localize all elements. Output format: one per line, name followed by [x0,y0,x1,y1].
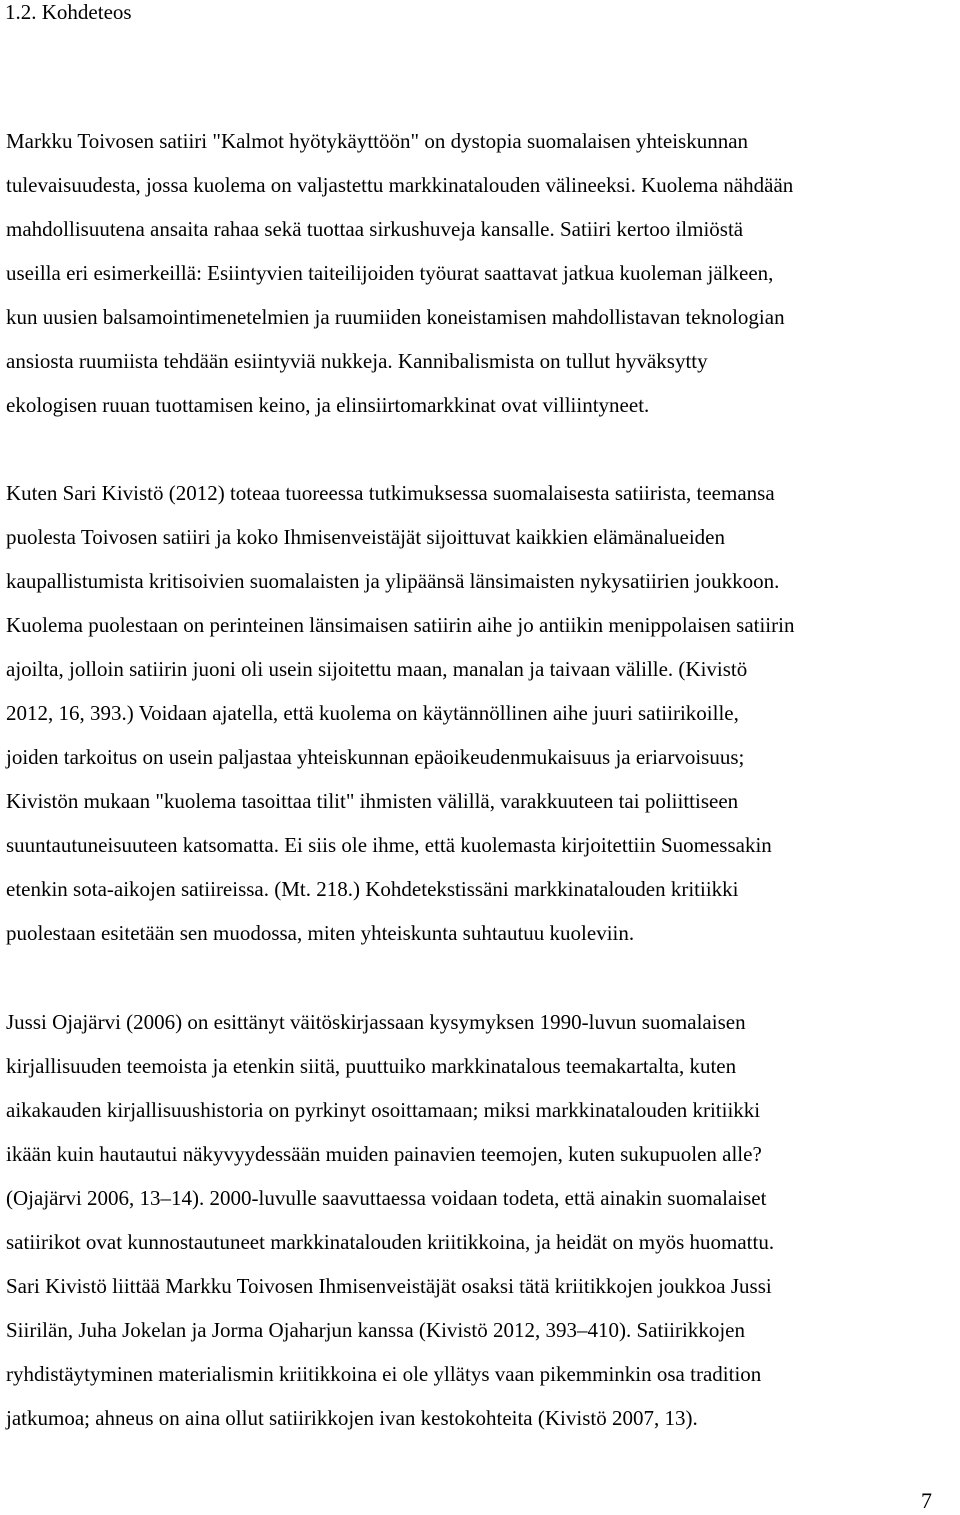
paragraph-line: ajoilta, jolloin satiirin juoni oli usein sijoitettu maan, manalan ja taivaan välille. (Kivistö [6,657,748,681]
paragraph-line: aikakauden kirjallisuushistoria on pyrkinyt osoittamaan; miksi markkinatalouden kritiikki [6,1098,761,1122]
paragraph-line: Markku Toivosen satiiri "Kalmot hyötykäyttöön" on dystopia suomalaisen yhteiskunnan [6,129,749,153]
paragraph-line: kaupallistumista kritisoivien suomalaisten ja ylipäänsä länsimaisten nykysatiirien joukkoon. [6,569,780,593]
paragraph-1 [6,119,958,427]
paragraph-2 [6,471,958,955]
paragraph-line: ikään kuin hautautui näkyvyydessään muiden painavien teemojen, kuten sukupuolen alle? [6,1142,762,1166]
paragraph-line: satiirikot ovat kunnostautuneet markkinatalouden kriitikkoina, ja heidät on myös huomattu. [6,1230,775,1254]
paragraph-line: Jussi Ojajärvi (2006) on esittänyt väitöskirjassaan kysymyksen 1990-luvun suomalaisen [6,1010,746,1034]
paragraph-line: Kuolema puolestaan on perinteinen länsimaisen satiirin aihe jo antiikin menippolaisen satiirin [6,613,795,637]
paragraph-line: ryhdistäytyminen materialismin kriitikkoina ei ole yllätys vaan pikemminkin osa tradition [6,1362,762,1386]
paragraph-line: puolestaan esitetään sen muodossa, miten yhteiskunta suhtautuu kuoleviin. [6,921,635,945]
paragraph-line: tulevaisuudesta, jossa kuolema on valjastettu markkinatalouden välineeksi. Kuolema nähdään [6,173,794,197]
paragraph-line: jatkumoa; ahneus on aina ollut satiirikkojen ivan kestokohteita (Kivistö 2007, 13). [6,1406,698,1430]
paragraph-line: 2012, 16, 393.) Voidaan ajatella, että kuolema on käytännöllinen aihe juuri satiirikoille, [6,701,739,725]
page-number: 7 [921,1488,932,1513]
paragraph-line: (Ojajärvi 2006, 13–14). 2000-luvulle saavuttaessa voidaan todeta, että ainakin suomalaiset [6,1186,767,1210]
paragraph-line: puolesta Toivosen satiiri ja koko Ihmisenveistäjät sijoittuvat kaikkien elämänalueiden [6,525,725,549]
paragraph-line: Kivistön mukaan "kuolema tasoittaa tilit" ihmisten välillä, varakkuuteen tai poliittiseen [6,789,739,813]
paragraph-line: Kuten Sari Kivistö (2012) toteaa tuoreessa tutkimuksessa suomalaisesta satiirista, teemansa [6,481,775,505]
section-heading: 1.2. Kohdeteos [5,0,132,24]
paragraph-3 [6,1000,958,1440]
paragraph-line: mahdollisuutena ansaita rahaa sekä tuottaa sirkushuveja kansalle. Satiiri kertoo ilmiöstä [6,217,744,241]
paragraph-line: ansiosta ruumiista tehdään esiintyviä nukkeja. Kannibalismista on tullut hyväksytty [6,349,708,373]
paragraph-line: etenkin sota-aikojen satiireissa. (Mt. 218.) Kohdetekstissäni markkinatalouden kritiikki [6,877,739,901]
paragraph-line: Sari Kivistö liittää Markku Toivosen Ihmisenveistäjät osaksi tätä kriitikkojen joukkoa Jussi [6,1274,772,1298]
paragraph-line: suuntautuneisuuteen katsomatta. Ei siis ole ihme, että kuolemasta kirjoitettiin Suomessakin [6,833,772,857]
paragraph-line: ekologisen ruuan tuottamisen keino, ja elinsiirtomarkkinat ovat villiintyneet. [6,393,650,417]
paragraph-line: joiden tarkoitus on usein paljastaa yhteiskunnan epäoikeudenmukaisuus ja eriarvoisuus; [6,745,745,769]
paragraph-line: useilla eri esimerkeillä: Esiintyvien taiteilijoiden työurat saattavat jatkua kuoleman jälkeen, [6,261,774,285]
paragraph-line: Siirilän, Juha Jokelan ja Jorma Ojaharjun kanssa (Kivistö 2012, 393–410). Satiirikkojen [6,1318,745,1342]
paragraph-line: kirjallisuuden teemoista ja etenkin siitä, puuttuiko markkinatalous teemakartalta, kuten [6,1054,737,1078]
paragraph-line: kun uusien balsamointimenetelmien ja ruumiiden koneistamisen mahdollistavan teknologian [6,305,785,329]
